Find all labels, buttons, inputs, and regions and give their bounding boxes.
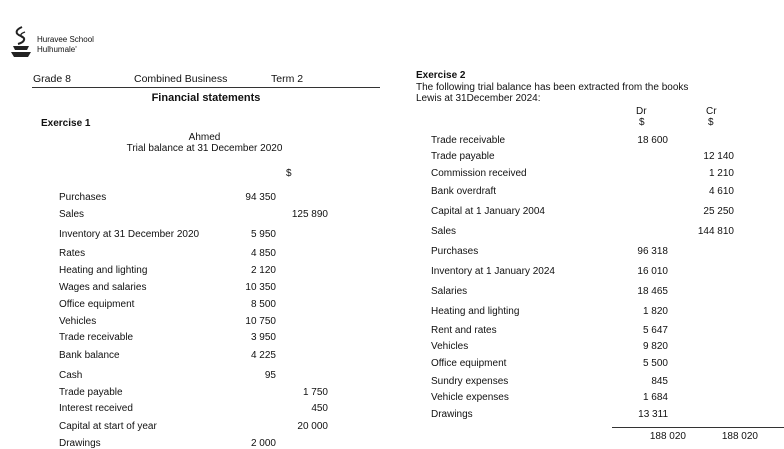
exercise2-row-label: Sundry expenses [431,376,509,387]
exercise1-row-label: Office equipment [59,299,135,310]
exercise1-row-debit: 4 850 [250,248,276,259]
exercise2-row-credit: 144 810 [697,226,734,237]
exercise2-heading: Exercise 2 [416,70,466,81]
exercise1-row-debit: 10 750 [245,316,276,327]
exercise1-row-label: Capital at start of year [59,421,157,432]
exercise1-row-label: Drawings [59,438,101,449]
exercise2-intro-line2: Lewis at 31December 2024: [416,93,541,104]
exercise1-heading: Exercise 1 [41,118,91,129]
exercise2-row-debit: 16 010 [637,266,668,277]
exercise2-row-label: Bank overdraft [431,186,497,197]
page-title: Financial statements [151,92,261,104]
exercise2-row-label: Trade payable [431,151,495,162]
exercise2-row-debit: 96 318 [637,246,668,257]
total-dr: 188 020 [649,431,686,442]
exercise2-intro-line1: The following trial balance has been extracted from the books [416,82,689,93]
total-cr: 188 020 [721,431,758,442]
exercise2-row-credit: 1 210 [708,168,734,179]
exercise2-row-debit: 18 465 [637,286,668,297]
exercise2-row-debit: 1 820 [642,306,668,317]
exercise2-row-label: Drawings [431,409,473,420]
exercise1-row-credit: 1 750 [302,387,328,398]
exercise1-row-credit: 450 [311,403,328,414]
exercise2-row-label: Office equipment [431,358,507,369]
school-name: Huravee School [37,35,94,44]
exercise2-row-debit: 5 500 [642,358,668,369]
exercise2-cr-currency: $ [708,117,714,128]
exercise2-row-label: Commission received [431,168,527,179]
totals-rule [612,427,784,428]
exercise1-row-label: Trade payable [59,387,123,398]
exercise1-row-debit: 8 500 [250,299,276,310]
exercise1-row-debit: 2 000 [250,438,276,449]
exercise2-row-debit: 5 647 [642,325,668,336]
exercise2-row-label: Rent and rates [431,325,497,336]
exercise2-row-debit: 9 820 [642,341,668,352]
exercise1-row-label: Cash [59,370,83,381]
exercise1-row-label: Vehicles [59,316,97,327]
exercise1-row-debit: 94 350 [245,192,276,203]
exercise1-row-label: Bank balance [59,350,120,361]
exercise1-row-label: Heating and lighting [59,265,148,276]
exercise1-row-debit: 2 120 [250,265,276,276]
exercise2-row-debit: 13 311 [638,409,668,420]
exercise2-row-label: Trade receivable [431,135,506,146]
exercise2-row-label: Vehicles [431,341,469,352]
exercise2-row-credit: 4 610 [708,186,734,197]
grade-label: Grade 8 [33,73,71,85]
exercise1-row-label: Trade receivable [59,332,134,343]
exercise1-row-debit: 95 [264,370,276,381]
exercise1-row-debit: 4 225 [250,350,276,361]
school-logo-icon [10,26,32,60]
exercise2-row-label: Purchases [431,246,479,257]
term-label: Term 2 [271,73,304,85]
exercise2-row-debit: 845 [651,376,668,387]
school-location: Hulhumale' [37,45,77,54]
exercise2-row-label: Inventory at 1 January 2024 [431,266,555,277]
exercise1-row-label: Interest received [59,403,133,414]
exercise2-row-credit: 25 250 [703,206,734,217]
exercise1-row-debit: 5 950 [250,229,276,240]
exercise2-row-label: Vehicle expenses [431,392,509,403]
exercise1-row-label: Inventory at 31 December 2020 [59,229,200,240]
exercise1-name: Ahmed [188,132,221,143]
exercise1-subtitle: Trial balance at 31 December 2020 [126,143,283,154]
exercise1-row-credit: 125 890 [291,209,328,220]
exercise1-row-label: Sales [59,209,85,220]
header-divider [32,87,380,88]
exercise1-row-debit: 3 950 [250,332,276,343]
exercise1-row-credit: 20 000 [297,421,328,432]
exercise2-row-debit: 18 600 [637,135,668,146]
exercise2-dr-header: Dr [636,106,647,117]
exercise2-row-label: Heating and lighting [431,306,520,317]
exercise2-row-label: Sales [431,226,457,237]
subject-label: Combined Business [134,73,228,85]
exercise2-row-label: Capital at 1 January 2004 [431,206,545,217]
exercise2-dr-currency: $ [639,117,645,128]
exercise2-row-credit: 12 140 [703,151,734,162]
exercise2-cr-header: Cr [706,106,717,117]
exercise1-row-label: Rates [59,248,86,259]
exercise1-row-label: Purchases [59,192,107,203]
exercise2-row-label: Salaries [431,286,468,297]
exercise1-row-debit: 10 350 [245,282,276,293]
exercise2-row-debit: 1 684 [642,392,668,403]
exercise1-row-label: Wages and salaries [59,282,147,293]
exercise1-currency: $ [286,168,292,179]
